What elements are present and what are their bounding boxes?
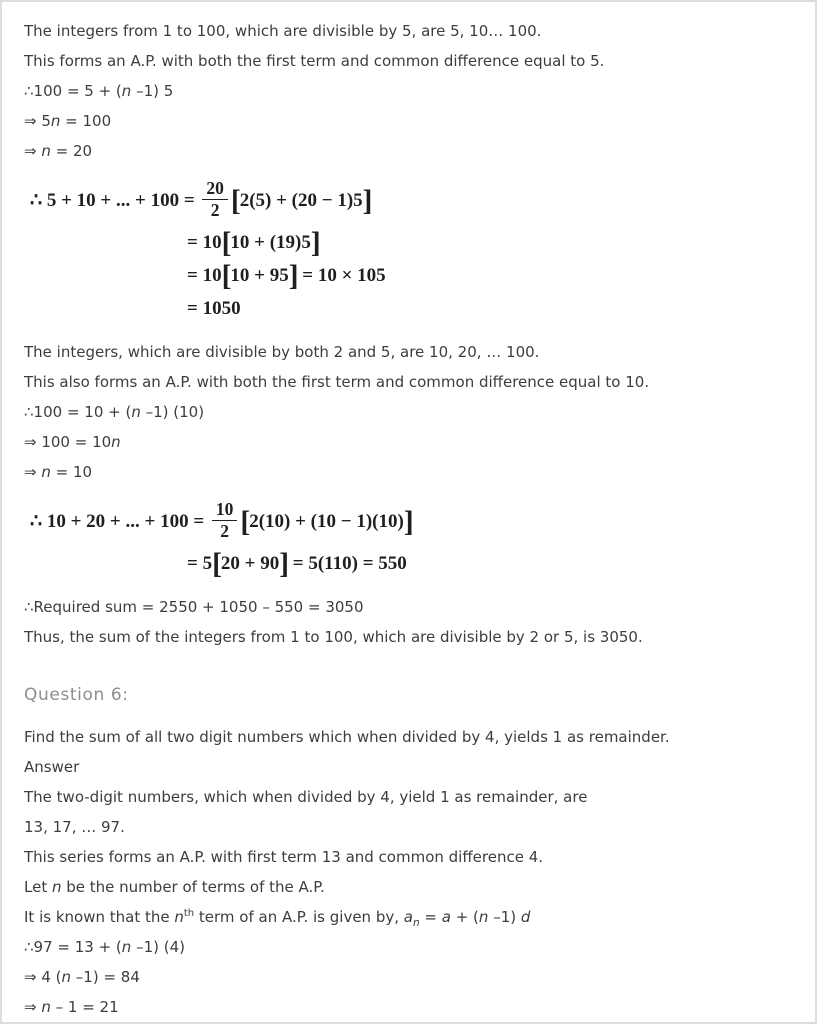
- variable: n: [174, 908, 184, 926]
- equation-line: [24, 136, 791, 166]
- equation-line: [24, 76, 791, 106]
- math-lead: ∴ 10 + 20 + ... + 100 =: [30, 511, 209, 532]
- math-row: [30, 176, 791, 226]
- equation-line: [24, 962, 791, 992]
- variable: n: [131, 403, 141, 421]
- superscript: th: [183, 908, 195, 919]
- math-body: 10 + (19)5: [230, 232, 311, 253]
- paragraph: Thus, the sum of the integers from 1 to 100, which are divisible by 2 or 5, is 3050.: [24, 628, 643, 646]
- right-bracket: ]: [362, 184, 372, 217]
- math-body: = 1050: [187, 298, 241, 319]
- right-bracket: ]: [279, 547, 289, 580]
- equation-line: [24, 992, 791, 1022]
- math-lead: = 5: [187, 553, 213, 574]
- math-row: [30, 547, 791, 580]
- math-body: 2(5) + (20 − 1)5: [239, 190, 363, 211]
- equation-line: [24, 457, 791, 487]
- equation-line: ∴Required sum = 2550 + 1050 – 550 = 3050: [24, 598, 364, 616]
- answer-label: Answer: [24, 758, 80, 776]
- text-segment: = 20: [50, 142, 93, 160]
- variable: n: [41, 142, 51, 160]
- text-segment: = 100: [60, 112, 112, 130]
- fraction-denominator: 2: [210, 200, 220, 221]
- math-lead: ∴ 5 + 10 + ... + 100 =: [30, 190, 200, 211]
- left-bracket: [: [240, 505, 250, 538]
- paragraph: The integers from 1 to 100, which are divisible by 5, are 5, 10… 100.: [24, 22, 542, 40]
- text-segment: ∴97 = 13 + (: [24, 938, 122, 956]
- paragraph: This also forms an A.P. with both the first term and common difference equal to 10.: [24, 373, 650, 391]
- math-body: 10 + 95: [230, 265, 289, 286]
- text-segment: –1) (4): [131, 938, 185, 956]
- text-segment: ∴100 = 5 + (: [24, 82, 122, 100]
- paragraph: 13, 17, … 97.: [24, 818, 125, 836]
- left-bracket: [: [230, 184, 240, 217]
- equation-block-2: [30, 497, 791, 580]
- fraction-denominator: 2: [220, 521, 229, 542]
- text-segment: ⇒: [24, 998, 42, 1016]
- right-bracket: ]: [288, 259, 298, 292]
- text-segment: ∴100 = 10 + (: [24, 403, 132, 421]
- variable: n: [121, 938, 132, 956]
- text-segment: – 1 = 21: [50, 998, 119, 1016]
- variable: d: [520, 908, 531, 926]
- text-segment: –1) 5: [131, 82, 174, 100]
- text-segment: It is known that the: [24, 908, 175, 926]
- text-segment: term of an A.P. is given by,: [194, 908, 404, 926]
- variable: n: [61, 968, 72, 986]
- text-segment: ⇒ 5: [24, 112, 51, 130]
- text-segment: –1) = 84: [71, 968, 140, 986]
- text-segment: =: [419, 908, 442, 926]
- variable: n: [111, 433, 121, 451]
- left-bracket: [: [212, 547, 221, 580]
- math-row: [30, 226, 791, 259]
- paragraph: This forms an A.P. with both the first term and common difference equal to 5.: [24, 52, 605, 70]
- fraction-numerator: 20: [202, 179, 227, 200]
- text-segment: –1): [488, 908, 521, 926]
- fraction-numerator: 10: [212, 500, 237, 521]
- equation-line: [24, 932, 791, 962]
- text-segment: ⇒: [24, 142, 42, 160]
- paragraph: Find the sum of all two digit numbers which when divided by 4, yields 1 as remainder.: [24, 728, 670, 746]
- question-heading: Question 6:: [24, 685, 129, 705]
- paragraph: The integers, which are divisible by both 2 and 5, are 10, 20, … 100.: [24, 343, 540, 361]
- paragraph: The two-digit numbers, which when divided by 4, yield 1 as remainder, are: [24, 788, 588, 806]
- fraction: [212, 500, 237, 541]
- variable: n: [478, 908, 489, 926]
- equation-line: [24, 106, 791, 136]
- math-lead: = 10: [187, 232, 222, 253]
- math-body: 2(10) + (10 − 1)(10): [249, 511, 404, 532]
- text-segment: be the number of terms of the A.P.: [61, 878, 325, 896]
- text-segment: ⇒ 4 (: [24, 968, 62, 986]
- variable: n: [41, 463, 51, 481]
- variable: n: [50, 112, 61, 130]
- variable: n: [51, 878, 62, 896]
- text-segment: = 10: [50, 463, 93, 481]
- left-bracket: [: [221, 226, 231, 259]
- math-row: [30, 292, 791, 325]
- text-segment: ⇒ 100 = 10: [24, 433, 112, 451]
- paragraph: [24, 902, 791, 932]
- math-tail: = 10 × 105: [297, 265, 386, 286]
- math-row: [30, 259, 791, 292]
- math-lead: = 10: [187, 265, 222, 286]
- variable: a: [403, 908, 413, 926]
- math-tail: = 5(110) = 550: [288, 553, 407, 574]
- variable: a: [441, 908, 451, 926]
- variable: n: [121, 82, 132, 100]
- right-bracket: ]: [403, 505, 413, 538]
- left-bracket: [: [221, 259, 231, 292]
- text-segment: Let: [24, 878, 52, 896]
- math-row: [30, 497, 791, 547]
- variable: n: [41, 998, 51, 1016]
- equation-line: [24, 397, 791, 427]
- text-segment: + (: [450, 908, 479, 926]
- text-segment: ⇒: [24, 463, 42, 481]
- paragraph: This series forms an A.P. with first term 13 and common difference 4.: [24, 848, 544, 866]
- math-body: 20 + 90: [220, 553, 280, 574]
- text-segment: –1) (10): [140, 403, 205, 421]
- fraction: [202, 179, 227, 220]
- equation-block-1: [30, 176, 791, 325]
- equation-line: [24, 427, 791, 457]
- right-bracket: ]: [310, 226, 320, 259]
- subscript: n: [412, 917, 420, 929]
- paragraph: [24, 872, 791, 902]
